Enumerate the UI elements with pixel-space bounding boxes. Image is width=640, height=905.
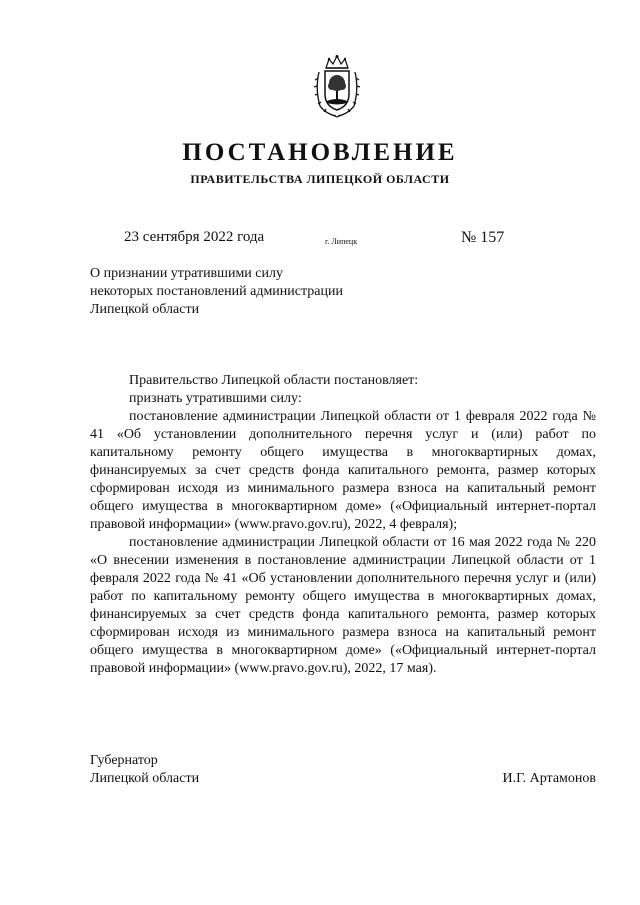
signatory-title-line: Губернатор <box>90 753 158 768</box>
body-paragraph: Правительство Липецкой области постановляет: <box>129 373 419 388</box>
subject-line: Липецкой области <box>90 302 200 317</box>
document-number: № 157 <box>461 229 505 246</box>
lipetsk-coat-of-arms-icon <box>314 54 360 118</box>
body-paragraph: постановление администрации Липецкой области от 16 мая 2022 года № 220 «О внесении изменения в постановление администрации Липецкой области от 1 февраля 2022 года № 41 «Об установлении дополнительного перечня услуг и (или) работ по капитальному ремонту общего имущества в многоквартирных домах, финансируемых за счет средств фонда капитального ремонта, размер которых сформирован исходя из минимального размера взноса на капитальный ремонт общего имущества в многоквартирном доме» («Официальный интернет-портал правовой информации» (www.pravo.gov.ru), 2022, 17 мая). <box>90 535 596 676</box>
issuing-authority: ПРАВИТЕЛЬСТВА ЛИПЕЦКОЙ ОБЛАСТИ <box>190 172 450 186</box>
body-paragraph: признать утратившими силу: <box>129 391 302 406</box>
body-paragraph: постановление администрации Липецкой области от 1 февраля 2022 года № 41 «Об установлении дополнительного перечня услуг и (или) работ по капитальному ремонту общего имущества в многоквартирных домах, финансируемых за счет средств фонда капитального ремонта, размер которых сформирован исходя из минимального размера взноса на капитальный ремонт общего имущества в многоквартирном доме» («Официальный интернет-портал правовой информации» (www.pravo.gov.ru), 2022, 4 февраля); <box>90 409 596 532</box>
subject-line: некоторых постановлений администрации <box>90 284 343 299</box>
document-type-title: ПОСТАНОВЛЕНИЕ <box>182 139 458 166</box>
signatory-title-line: Липецкой области <box>90 771 200 786</box>
signatory-name: И.Г. Артамонов <box>502 771 596 786</box>
subject-line: О признании утратившими силу <box>90 266 283 281</box>
document-body <box>90 372 596 678</box>
document-subject <box>90 265 410 319</box>
document-place: г. Липецк <box>325 237 358 246</box>
signatory-title <box>90 752 199 788</box>
document-date: 23 сентября 2022 года <box>124 229 265 245</box>
